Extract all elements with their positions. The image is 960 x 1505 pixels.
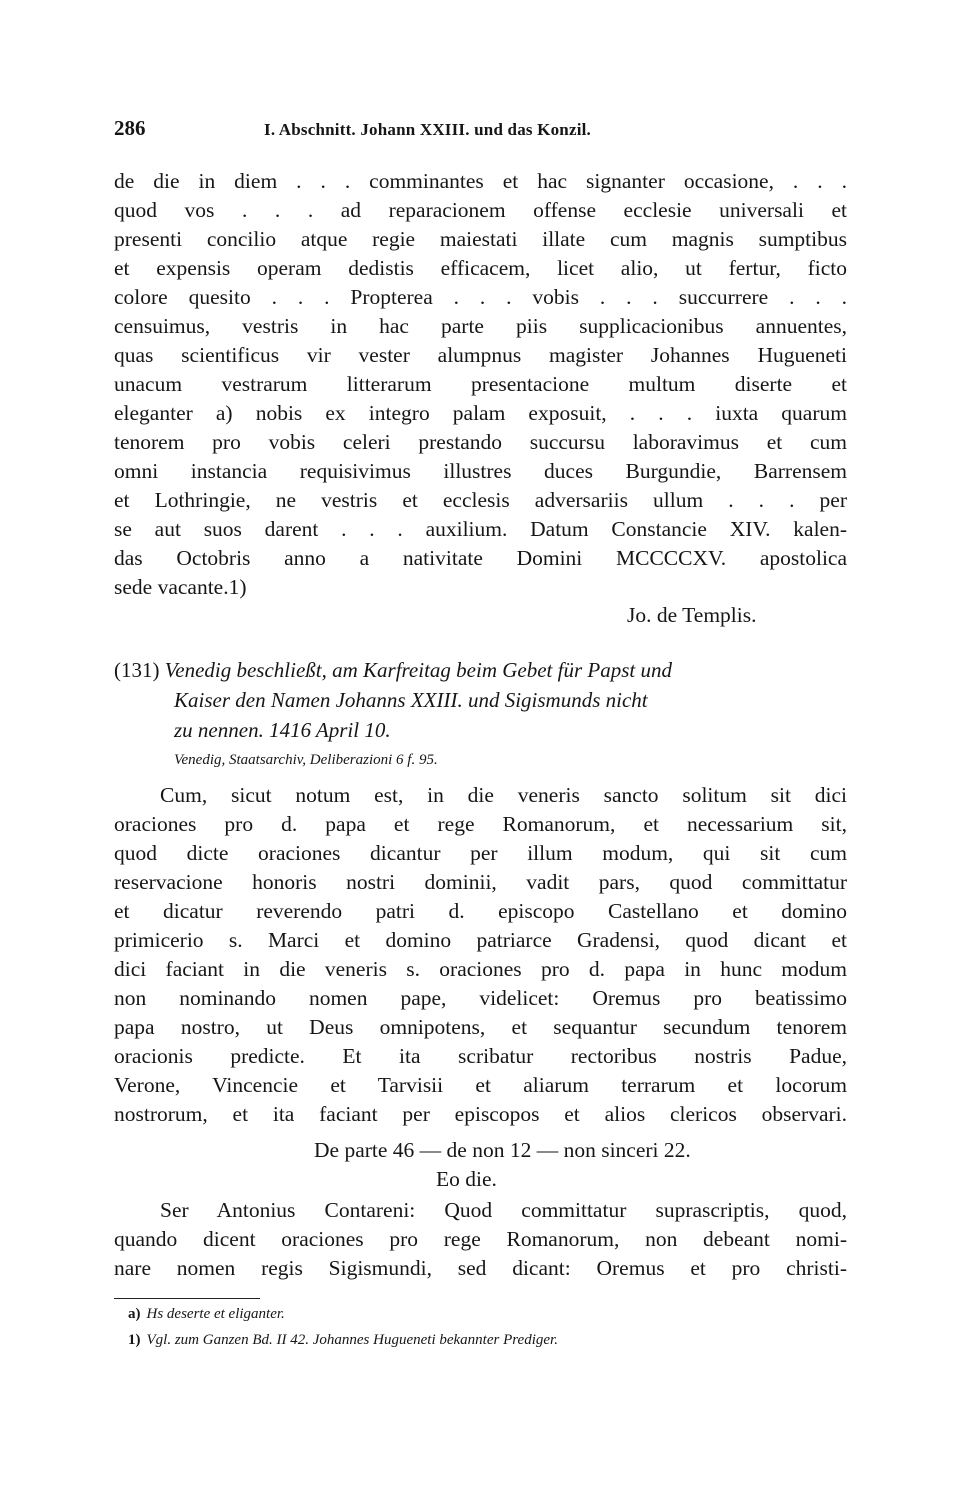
text-line: colore quesito . . . Propterea . . . vobis . . . succurrere . . . (114, 285, 847, 309)
text-line: quod vos . . . ad reparacionem offense ecclesie universali et (114, 198, 847, 222)
regest-line (114, 656, 672, 684)
text-line: tenorem pro vobis celeri prestando succursu laboravimus et cum (114, 430, 847, 454)
text-line: non nominando nomen pape, videlicet: Oremus pro beatissimo (114, 986, 847, 1010)
footnote (128, 1332, 558, 1349)
text-line: papa nostro, ut Deus omnipotens, et sequantur secundum tenorem (114, 1015, 847, 1039)
text-line: Ser Antonius Contareni: Quod committatur suprascriptis, quod, (160, 1198, 847, 1222)
text-line: censuimus, vestris in hac parte piis supplicacionibus annuentes, (114, 314, 847, 338)
text-line: quod dicte oraciones dicantur per illum modum, qui sit cum (114, 841, 847, 865)
vote-result: De parte 46 — de non 12 — non sinceri 22. (314, 1138, 691, 1162)
eo-die: Eo die. (436, 1167, 497, 1191)
text-line: Verone, Vincencie et Tarvisii et aliarum terrarum et locorum (114, 1073, 847, 1097)
page-header (114, 116, 854, 146)
text-line: eleganter a) nobis ex integro palam exposuit, . . . iuxta quarum (114, 401, 847, 425)
text-line: primicerio s. Marci et domino patriarce Gradensi, quod dicant et (114, 928, 847, 952)
archival-source: Venedig, Staatsarchiv, Deliberazioni 6 f. 95. (174, 752, 438, 768)
text-line: et Lothringie, ne vestris et ecclesis adversariis ullum . . . per (114, 488, 847, 512)
signature: Jo. de Templis. (627, 603, 757, 627)
text-line: sede vacante.1) (114, 575, 247, 599)
text-line: omni instancia requisivimus illustres duces Burgundie, Barrensem (114, 459, 847, 483)
footnote (128, 1306, 285, 1323)
text-line: et dicatur reverendo patri d. episcopo Castellano et domino (114, 899, 847, 923)
text-line: nostrorum, et ita faciant per episcopos et alios clericos observari. (114, 1102, 847, 1126)
text-line: oraciones pro d. papa et rege Romanorum, et necessarium sit, (114, 812, 847, 836)
regest-title: Kaiser den Namen Johanns XXIII. und Sigismunds nicht (174, 688, 648, 712)
regest-number: (131) (114, 658, 160, 682)
text-line: nare nomen regis Sigismundi, sed dicant: Oremus et pro christi- (114, 1256, 847, 1280)
footnote-mark: 1) (128, 1332, 141, 1348)
text-line: de die in diem . . . comminantes et hac signanter occasione, . . . (114, 169, 847, 193)
text-line: reservacione honoris nostri dominii, vadit pars, quod committatur (114, 870, 847, 894)
text-line: quas scientificus vir vester alumpnus magister Johannes Hugueneti (114, 343, 847, 367)
footnote-divider (114, 1298, 260, 1299)
regest-title: Venedig beschließt, am Karfreitag beim Gebet für Papst und (164, 658, 672, 682)
text-line: se aut suos darent . . . auxilium. Datum Constancie XIV. kalen- (114, 517, 847, 541)
text-line: presenti concilio atque regie maiestati illate cum magnis sumptibus (114, 227, 847, 251)
text-line: oracionis predicte. Et ita scribatur rectoribus nostris Padue, (114, 1044, 847, 1068)
text-line: Cum, sicut notum est, in die veneris sancto solitum sit dici (160, 783, 847, 807)
text-line: unacum vestrarum litterarum presentacione multum diserte et (114, 372, 847, 396)
footnote-text: Vgl. zum Ganzen Bd. II 42. Johannes Hugueneti bekannter Prediger. (146, 1332, 558, 1348)
text-line: das Octobris anno a nativitate Domini MCCCCXV. apostolica (114, 546, 847, 570)
regest-title: zu nennen. 1416 April 10. (174, 718, 391, 742)
footnote-mark: a) (128, 1306, 141, 1322)
page-number: 286 (114, 116, 146, 140)
running-title: I. Abschnitt. Johann XXIII. und das Konzil. (264, 120, 591, 139)
text-line: quando dicent oraciones pro rege Romanorum, non debeant nomi- (114, 1227, 847, 1251)
footnote-text: Hs deserte et eliganter. (146, 1306, 285, 1322)
text-line: et expensis operam dedistis efficacem, licet alio, ut fertur, ficto (114, 256, 847, 280)
text-line: dici faciant in die veneris s. oraciones pro d. papa in hunc modum (114, 957, 847, 981)
